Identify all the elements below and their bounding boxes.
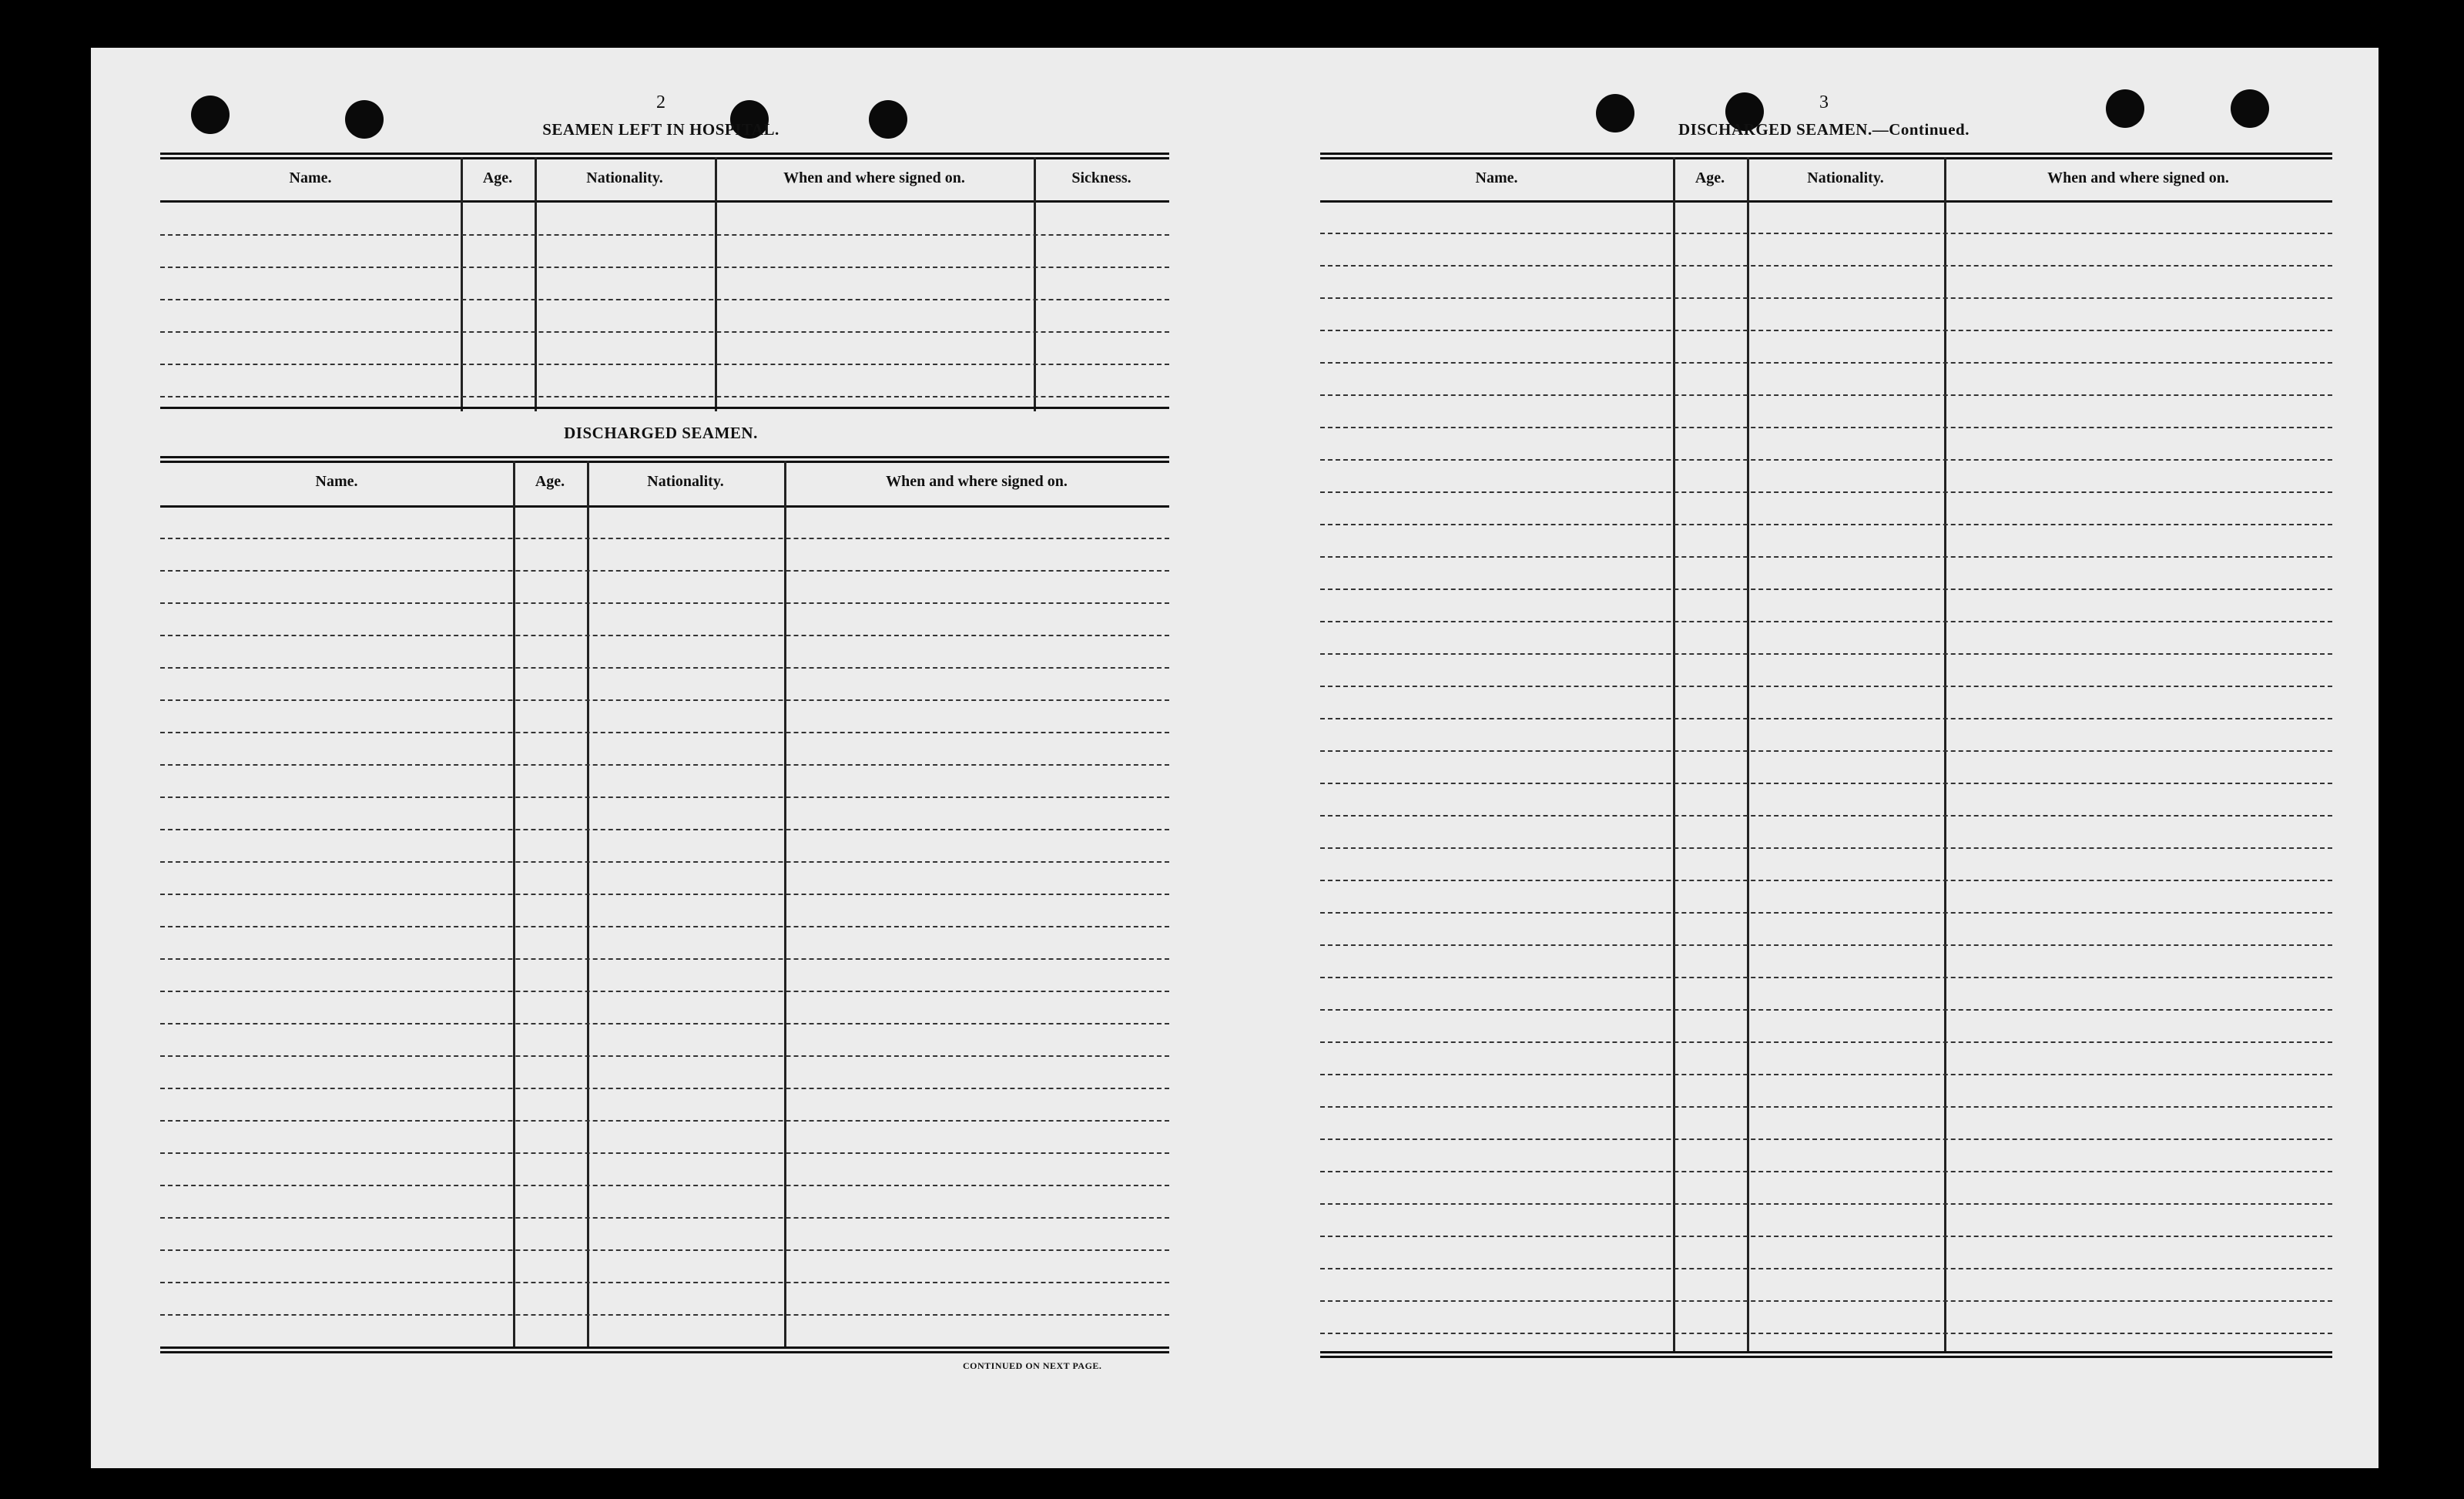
punch-hole [2231, 89, 2269, 128]
punch-hole [345, 100, 384, 139]
col-header-signed-on: When and where signed on. [886, 473, 1068, 490]
right-page-number: 3 [1819, 92, 1829, 112]
col-header-nationality: Nationality. [647, 473, 724, 490]
col-header-name: Name. [289, 169, 332, 186]
col-header-sickness: Sickness. [1071, 169, 1131, 186]
continued-note: CONTINUED ON NEXT PAGE. [963, 1360, 1102, 1371]
punch-hole [869, 100, 907, 139]
col-header-name: Name. [1475, 169, 1518, 186]
hospital-section-title: SEAMEN LEFT IN HOSPITAL. [542, 120, 779, 139]
col-header-name: Name. [315, 473, 358, 490]
col-header-age: Age. [482, 169, 513, 186]
form-sheet [91, 48, 2379, 1468]
col-header-nationality: Nationality. [1807, 169, 1884, 186]
discharged-table-left [160, 456, 1169, 1403]
discharged-table-right [1320, 153, 2332, 1400]
discharged-section-title: DISCHARGED SEAMEN. [564, 424, 758, 442]
col-header-signed-on: When and where signed on. [2047, 169, 2229, 186]
punch-hole [2106, 89, 2144, 128]
discharged-continued-title: DISCHARGED SEAMEN.—Continued. [1678, 120, 1970, 139]
col-header-nationality: Nationality. [586, 169, 663, 186]
col-header-age: Age. [535, 473, 565, 490]
left-page-number: 2 [656, 92, 665, 112]
hospital-table [160, 153, 1169, 461]
col-header-signed-on: When and where signed on. [783, 169, 965, 186]
col-header-age: Age. [1695, 169, 1725, 186]
punch-hole [191, 96, 230, 134]
punch-hole [1596, 94, 1634, 132]
